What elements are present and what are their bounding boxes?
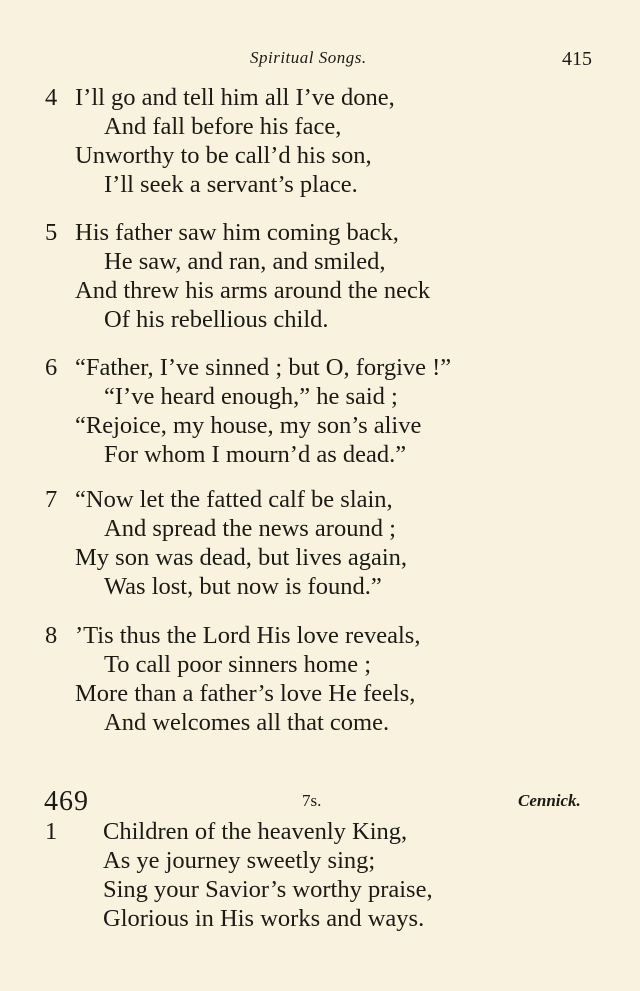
hymn-author: Cennick. bbox=[518, 791, 581, 810]
verse-line: And spread the news around ; bbox=[104, 515, 396, 542]
verse-line: Of his rebellious child. bbox=[104, 306, 329, 333]
stanza-number: 4 bbox=[45, 84, 58, 111]
verse-line: ’Tis thus the Lord His love reveals, bbox=[75, 622, 421, 649]
verse-line: Was lost, but now is found.” bbox=[104, 573, 382, 600]
verse-line: Children of the heavenly King, bbox=[103, 818, 408, 845]
verse-line: My son was dead, but lives again, bbox=[75, 544, 408, 571]
hymn-header bbox=[0, 786, 640, 816]
stanza-number: 1 bbox=[45, 818, 58, 845]
stanza-number: 5 bbox=[45, 219, 58, 246]
verse-line: As ye journey sweetly sing; bbox=[103, 847, 376, 874]
verse-line: And threw his arms around the neck bbox=[75, 277, 431, 304]
verse-line: His father saw him coming back, bbox=[75, 219, 399, 246]
verse-line: He saw, and ran, and smiled, bbox=[104, 248, 386, 275]
stanza-number: 6 bbox=[45, 354, 58, 381]
verse-line: And welcomes all that come. bbox=[104, 709, 390, 736]
verse-line: For whom I mourn’d as dead.” bbox=[104, 441, 407, 468]
running-title: Spiritual Songs. bbox=[250, 48, 367, 67]
verse-line: More than a father’s love He feels, bbox=[75, 680, 416, 707]
verse-line: Glorious in His works and ways. bbox=[103, 905, 425, 932]
verse-line: “Now let the fatted calf be slain, bbox=[75, 486, 393, 513]
hymn-meter: 7s. bbox=[302, 791, 322, 810]
verse-line: I’ll go and tell him all I’ve done, bbox=[75, 84, 395, 111]
stanza-number: 8 bbox=[45, 622, 58, 649]
verse-line: And fall before his face, bbox=[104, 113, 342, 140]
verse-line: “Father, I’ve sinned ; but O, forgive !” bbox=[75, 354, 452, 381]
verse-line: To call poor sinners home ; bbox=[104, 651, 372, 678]
hymn-number: 469 bbox=[44, 786, 89, 817]
verse-line: Sing your Savior’s worthy praise, bbox=[103, 876, 433, 903]
verse-line: “I’ve heard enough,” he said ; bbox=[104, 383, 398, 410]
verse-line: Unworthy to be call’d his son, bbox=[75, 142, 372, 169]
verse-line: I’ll seek a servant’s place. bbox=[104, 171, 358, 198]
verse-line: “Rejoice, my house, my son’s alive bbox=[75, 412, 422, 439]
stanza-number: 7 bbox=[45, 486, 58, 513]
page-number: 415 bbox=[562, 48, 592, 70]
